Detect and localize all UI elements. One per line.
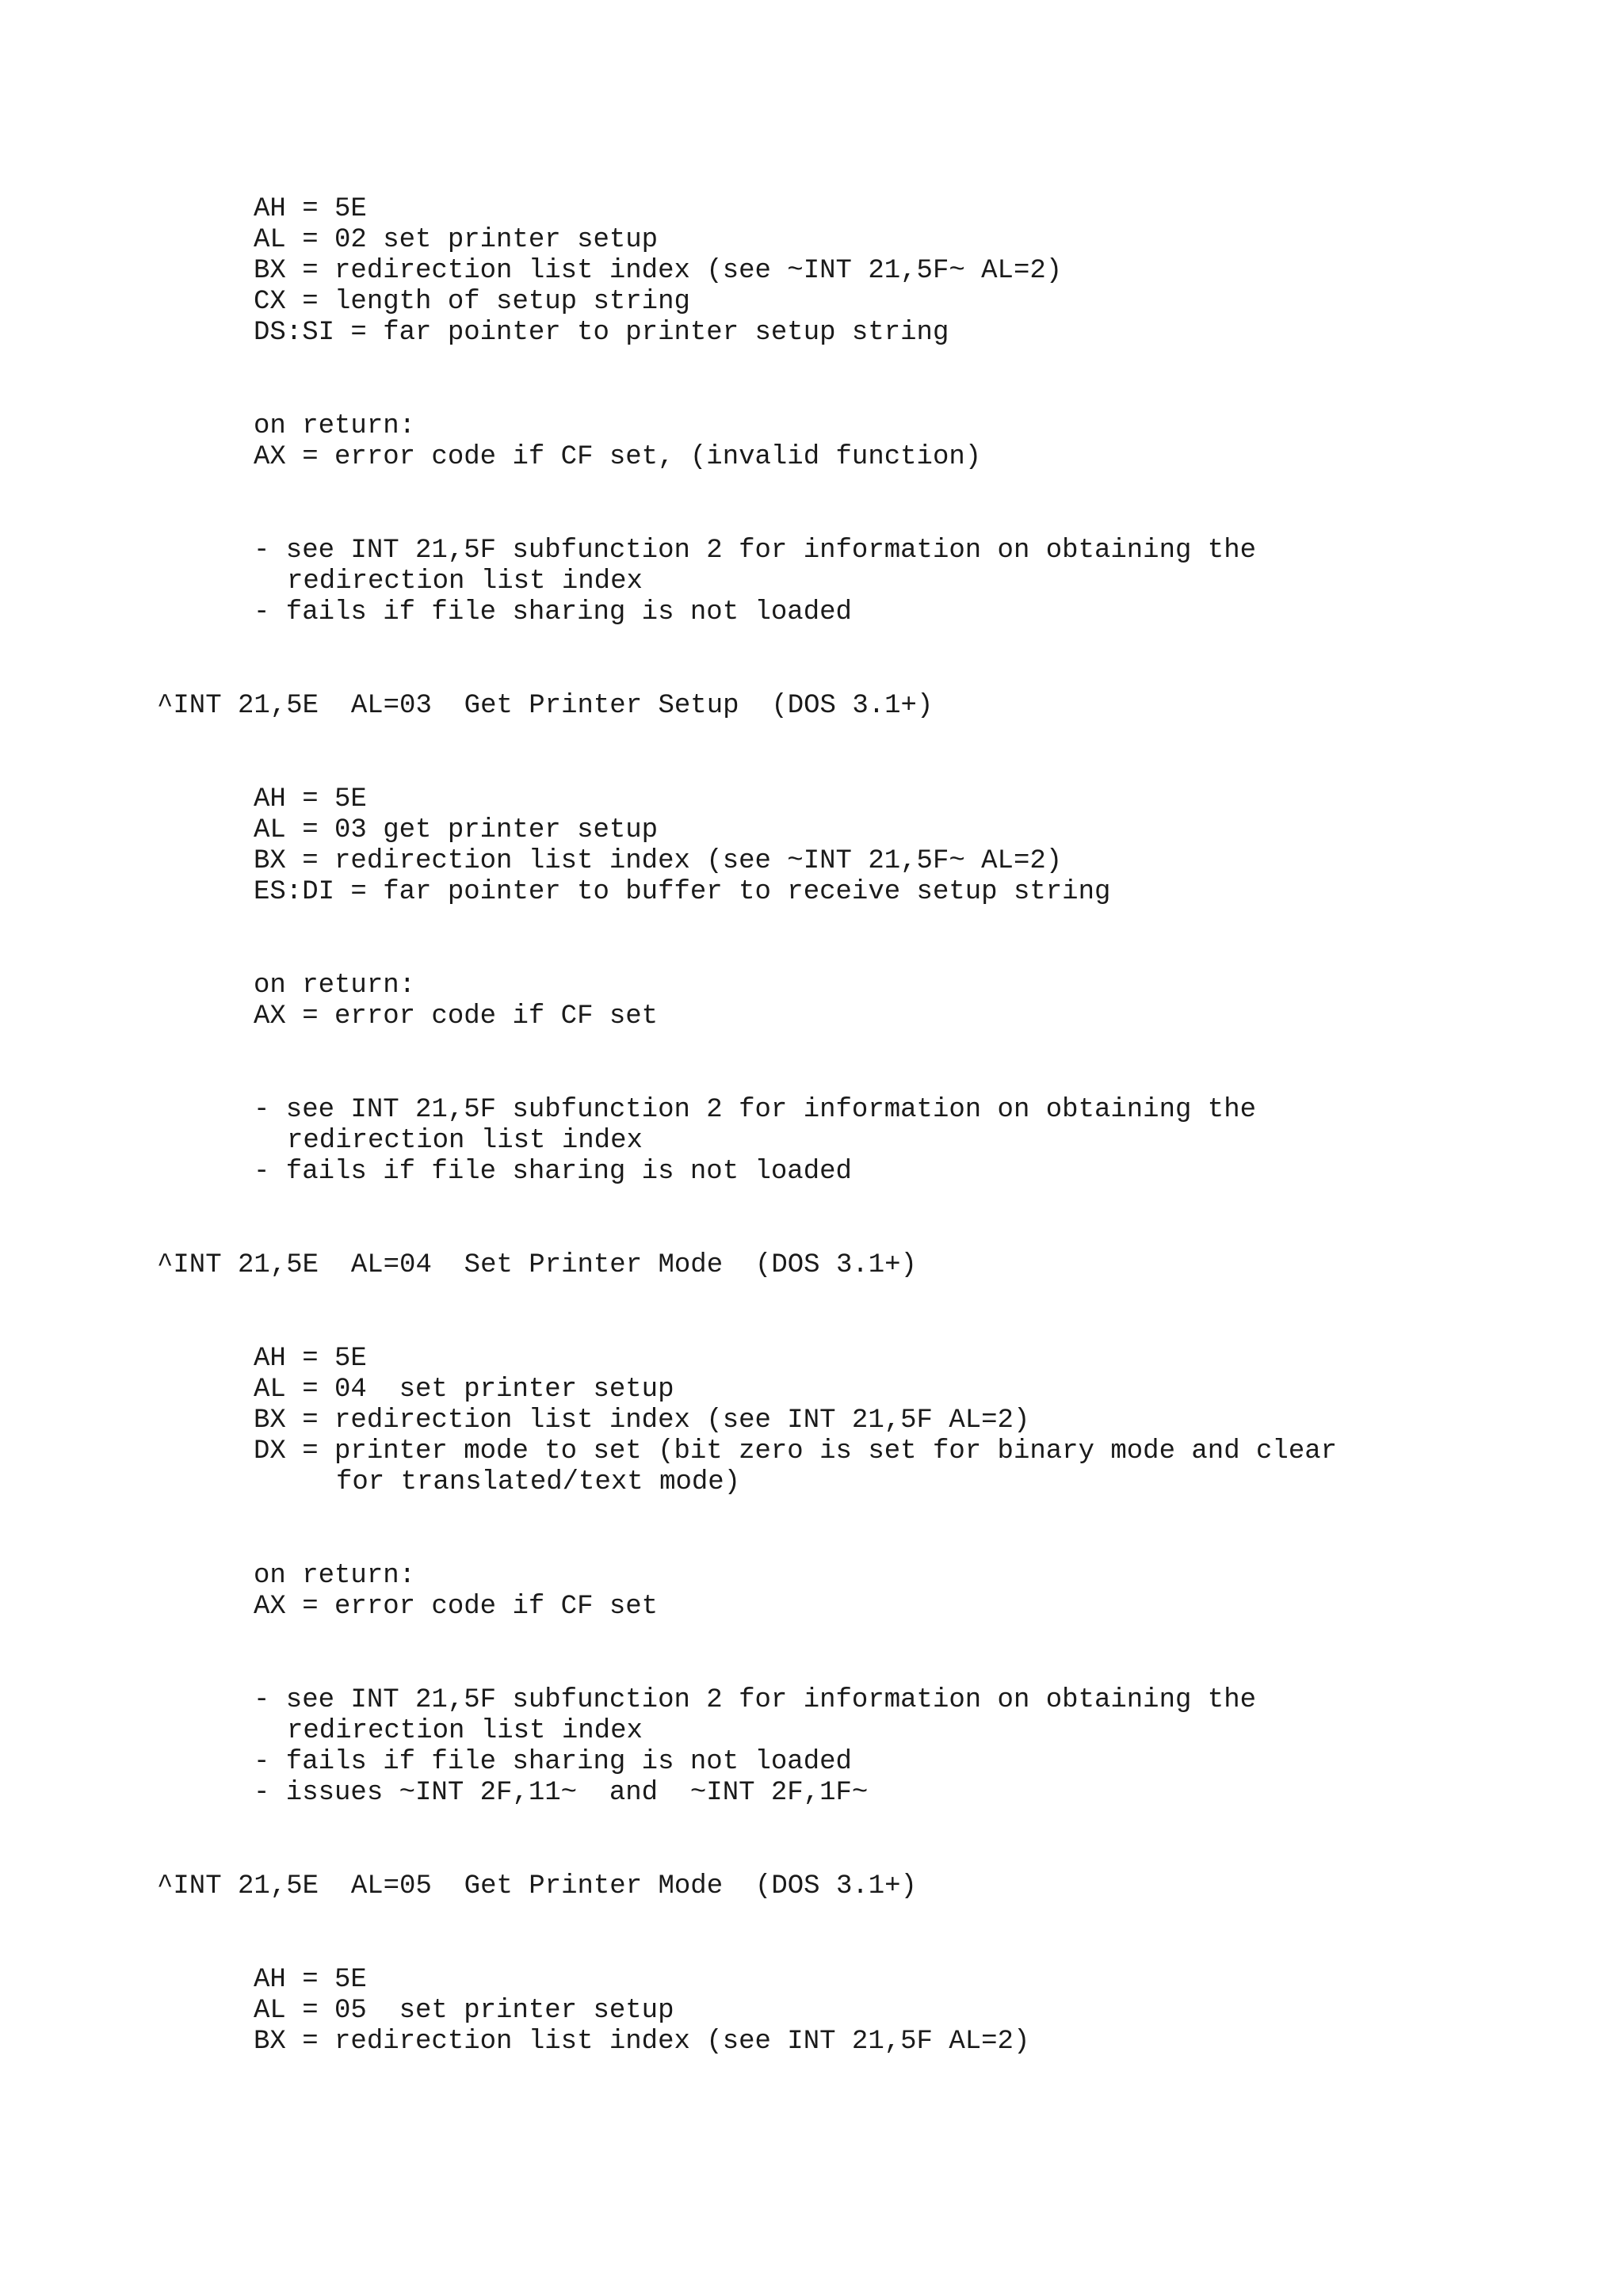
note-line: - issues ~INT 2F,11~ and ~INT 2F,1F~ [254, 1778, 869, 1808]
param-line: AL = 05 set printer setup [254, 1996, 674, 2026]
param-line: AH = 5E [254, 784, 367, 814]
return-value: AX = error code if CF set [254, 1592, 659, 1622]
section-heading: ^INT 21,5E AL=04 Set Printer Mode (DOS 3.1+) [157, 1250, 917, 1280]
param-line: CX = length of setup string [254, 287, 690, 317]
param-line: AL = 03 get printer setup [254, 815, 659, 845]
param-line: for translated/text mode) [336, 1467, 741, 1497]
note-line: - fails if file sharing is not loaded [254, 1157, 852, 1187]
note-line: redirection list index [287, 566, 643, 597]
section-heading: ^INT 21,5E AL=05 Get Printer Mode (DOS 3.1+) [157, 1871, 917, 1901]
param-line: AH = 5E [254, 1965, 367, 1995]
note-line: - fails if file sharing is not loaded [254, 597, 852, 627]
param-line: BX = redirection list index (see INT 21,5F AL=2) [254, 2027, 1030, 2057]
section-heading: ^INT 21,5E AL=03 Get Printer Setup (DOS 3.1+) [157, 691, 934, 721]
note-line: - see INT 21,5F subfunction 2 for information on obtaining the [254, 536, 1257, 566]
on-return-label: on return: [254, 411, 416, 441]
param-line: BX = redirection list index (see ~INT 21,5F~ AL=2) [254, 846, 1063, 876]
param-line: DX = printer mode to set (bit zero is set for binary mode and clear [254, 1436, 1338, 1466]
param-line: DS:SI = far pointer to printer setup string [254, 318, 949, 348]
param-line: AH = 5E [254, 1344, 367, 1374]
return-value: AX = error code if CF set, (invalid function) [254, 442, 982, 472]
return-value: AX = error code if CF set [254, 1001, 659, 1032]
param-line: BX = redirection list index (see INT 21,5F AL=2) [254, 1405, 1030, 1436]
param-line: AH = 5E [254, 194, 367, 224]
param-line: AL = 04 set printer setup [254, 1375, 674, 1405]
param-line: AL = 02 set printer setup [254, 225, 659, 255]
note-line: redirection list index [287, 1126, 643, 1156]
note-line: redirection list index [287, 1716, 643, 1746]
note-line: - see INT 21,5F subfunction 2 for information on obtaining the [254, 1095, 1257, 1125]
note-line: - fails if file sharing is not loaded [254, 1747, 852, 1777]
note-line: - see INT 21,5F subfunction 2 for information on obtaining the [254, 1685, 1257, 1715]
on-return-label: on return: [254, 1561, 416, 1591]
on-return-label: on return: [254, 971, 416, 1001]
param-line: BX = redirection list index (see ~INT 21,5F~ AL=2) [254, 256, 1063, 286]
param-line: ES:DI = far pointer to buffer to receive setup string [254, 877, 1111, 907]
